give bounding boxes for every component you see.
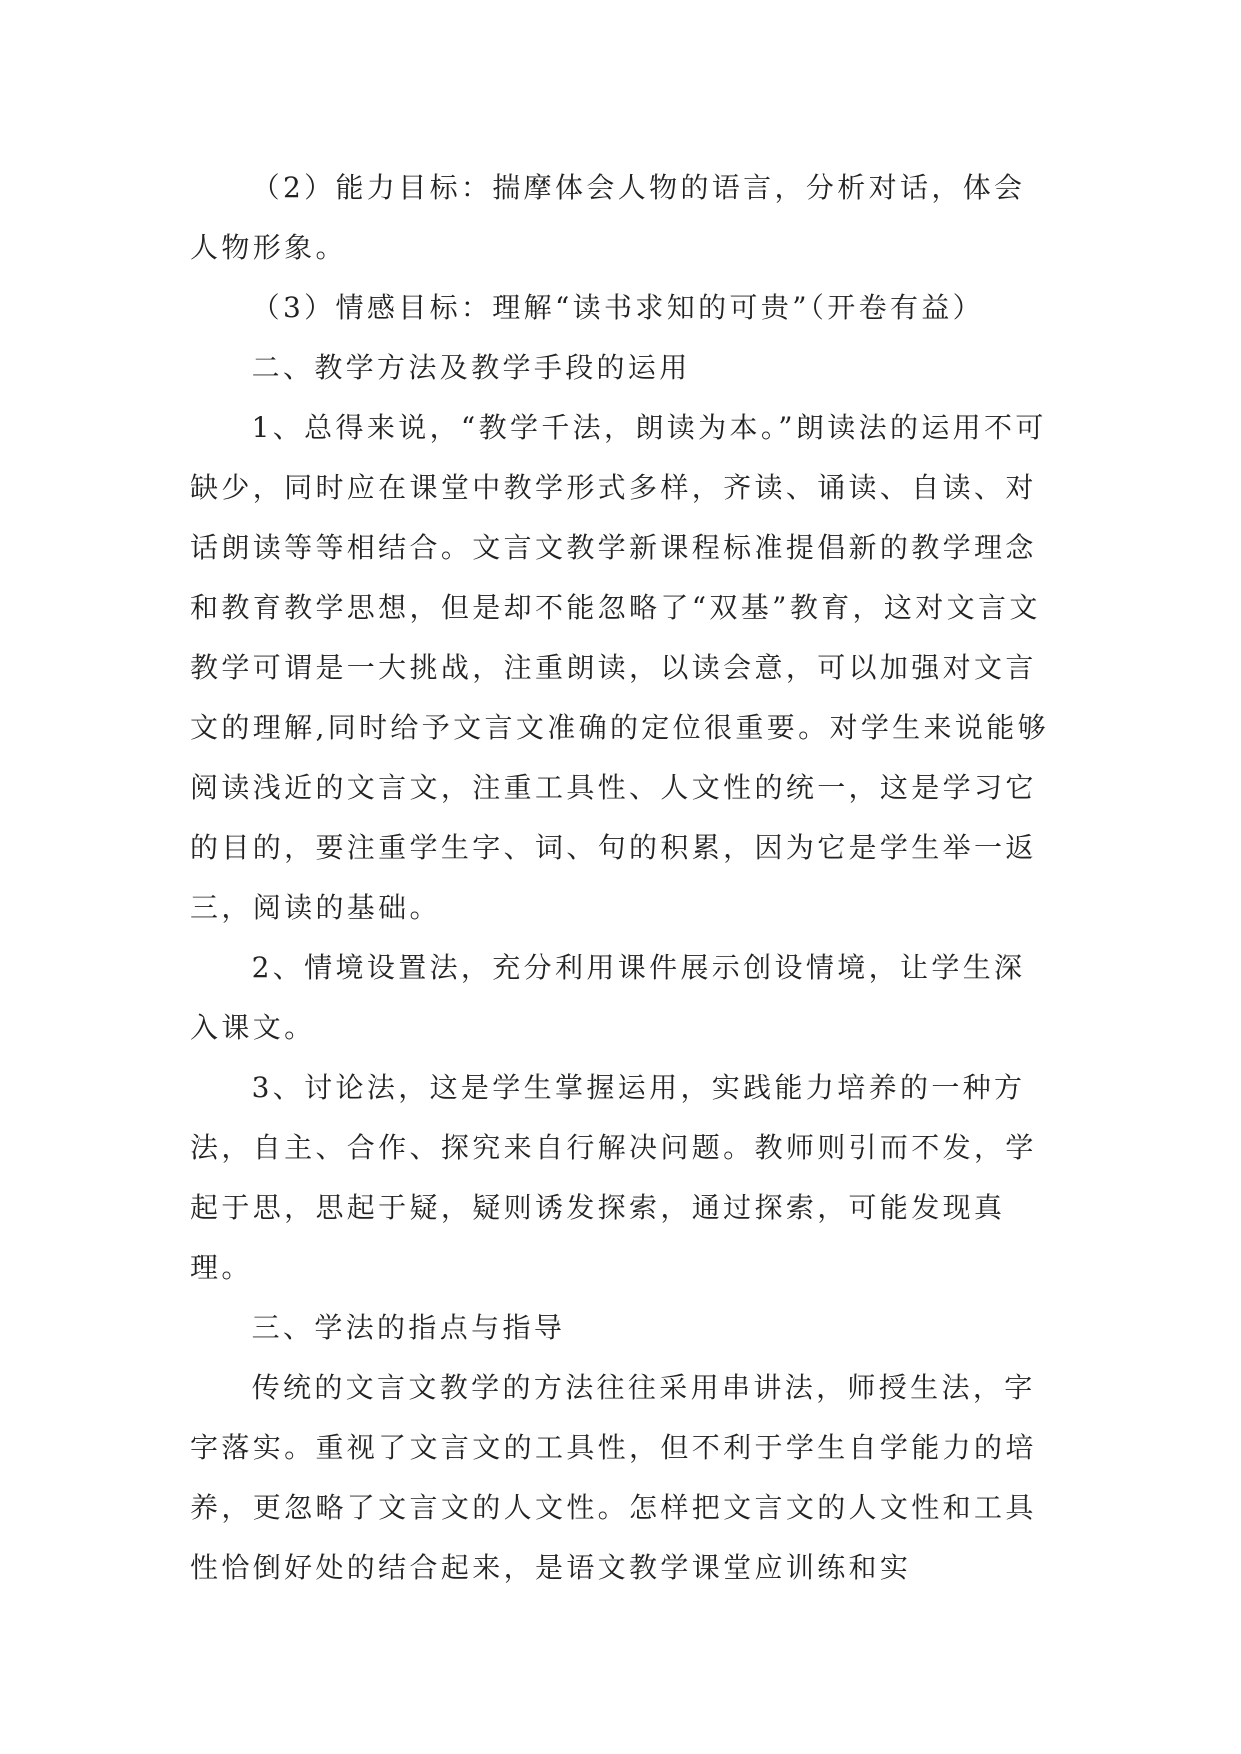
section-heading-learning-guidance: 三、学法的指点与指导	[251, 1311, 566, 1344]
section-heading-teaching-methods: 二、教学方法及教学手段的运用	[251, 351, 691, 384]
paragraph-guidance: 传统的文言文教学的方法往往采用串讲法，师授生法，字字落实。重视了文言文的工具性，但不利于学生自学能力的培养，更忽略了文言文的人文性。怎样把文言文的人文性和工具性恰倒好处的结合起来，是语文教学课堂应训练和实	[190, 1371, 1037, 1584]
paragraph-method-discussion: 3、讨论法，这是学生掌握运用，实践能力培养的一种方法，自主、合作、探究来自行解决问题。教师则引而不发，学起于思，思起于疑，疑则诱发探索，通过探索，可能发现真理。	[190, 1071, 1037, 1284]
paragraph-method-situation: 2、情境设置法，充分利用课件展示创设情境，让学生深入课文。	[190, 951, 1026, 1044]
paragraph-method-reading: 1、总得来说，“教学千法，朗读为本。”朗读法的运用不可缺少，同时应在课堂中教学形式多样，齐读、诵读、自读、对话朗读等等相结合。文言文教学新课程标准提倡新的教学理念和教育教学思想，但是却不能忽略了“双基”教育，这对文言文教学可谓是一大挑战，注重朗读，以读会意，可以加强对文言文的理解,同时给予文言文准确的定位很重要。对学生来说能够阅读浅近的文言文，注重工具性、人文性的统一，这是学习它的目的，要注重学生字、词、句的积累，因为它是学生举一返三，阅读的基础。	[190, 411, 1049, 924]
paragraph-emotion-goal: （3）情感目标：理解“读书求知的可贵”（开卷有益）	[251, 291, 985, 324]
document-body	[190, 158, 1050, 1598]
paragraph-ability-goal: （2）能力目标：揣摩体会人物的语言，分析对话，体会人物形象。	[190, 171, 1026, 264]
